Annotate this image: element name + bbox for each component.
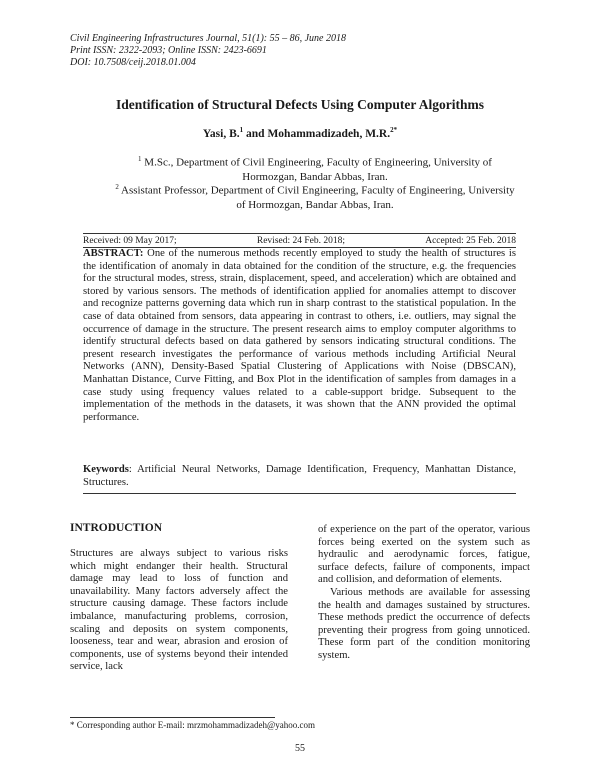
page-number: 55 [295,743,305,754]
introduction-column-2 [318,524,530,663]
footnote [70,720,315,730]
abstract-text: One of the numerous methods recently employed to study the health of structures is the identification of anomaly in data obtained for the condition of the structure, e.g. the frequencies for the structural modes, stress, strain, displacement, speed, and acceleration) which are obtained and stored by various sensors. The methods of identification applied for anomalies attempt to discover and recognize patterns governing data which run in sharp contrast to the statistical population. In the case of data obtained from sensors, data appearing in contrast to others, i.e. outliers, may signal the occurrence of damage in the structure. The present research aims to employ computer algorithms to identify structural defects based on data gathered by sensors indicating structural conditions. The present research investigates the performance of various methods including Artificial Neural Networks (ANN), Density-Based Spatial Clustering of Applications with Noise (DBSCAN), Manhattan Distance, Curve Fitting, and Box Plot in the identification of samples from damages in a case study using frequency values related to a cable-support bridge. Subsequent to the implementation of the methods in the datasets, it was shown that the ANN provided the optimal performance. [83,248,516,423]
footnote-label: * Corresponding author E-mail: [70,720,187,730]
affiliation-1-mark: 1 [138,155,142,163]
keywords [83,464,516,489]
author-1-affil-mark: 1 [239,126,244,134]
introduction-paragraph-1: Structures are always subject to various risks which might endanger their health. Structural damage may lead to loss of function and unavailability. Many factors adversely affect the structure causing damage. These factors include imbalance, manufacturing problems, corrosion, scaling and deposits on system components, looseness, tear and wear, abrasion and erosion of components, use of systems beyond their intended service, lack [70,548,288,673]
dates-row [83,236,516,246]
keywords-text: : Artificial Neural Networks, Damage Identification, Frequency, Manhattan Distance, Structures. [83,464,516,488]
affiliation-2-text: Assistant Professor, Department of Civil Engineering, Faculty of Engineering, University of Hormozgan, Bandar Abbas, Iran. [121,184,515,211]
keywords-bottom-rule [83,493,516,494]
introduction-paragraph-1-continued: of experience on the part of the operator, various forces being exerted on the system such as hydraulic and aerodynamic forces, fatigue, surface defects, failure of components, impact and collision, and deformation of elements. [318,524,530,586]
author-1: Yasi, B. [202,127,240,140]
journal-citation: Civil Engineering Infrastructures Journal, 51(1): 55 – 86, June 2018 [70,33,346,44]
footnote-rule [70,717,275,718]
received-date: Received: 09 May 2017; [83,236,177,246]
introduction-heading: INTRODUCTION [70,522,163,534]
introduction-paragraph-2: Various methods are available for assessing the health and damages sustained by structures. These methods predict the occurrence of defects preventing their progress from going unnoticed. These form part of the condition monitoring system. [318,586,530,661]
abstract [83,248,516,424]
introduction-column-1 [70,548,288,674]
revised-date: Revised: 24 Feb. 2018; [256,236,346,246]
author-2-affil-mark: 2* [390,126,398,134]
author-connector: and [243,127,268,140]
affiliation-1 [110,152,520,184]
paper-title: Identification of Structural Defects Using Computer Algorithms [116,97,484,112]
keywords-label: Keywords [83,464,129,475]
abstract-label: ABSTRACT: [83,248,144,259]
authors-line [0,126,600,140]
accepted-date: Accepted: 25 Feb. 2018 [425,236,516,246]
affiliation-2-mark: 2 [115,183,119,191]
corresponding-email: mrzmohammadizadeh@yahoo.com [186,720,315,730]
affiliation-1-text: M.Sc., Department of Civil Engineering, Faculty of Engineering, University of Hormozgan, Bandar Abbas, Iran. [144,156,492,183]
doi-line: DOI: 10.7508/ceij.2018.01.004 [70,57,196,68]
dates-top-rule [83,233,516,234]
author-2: Mohammadizadeh, M.R. [267,127,391,140]
affiliation-2 [110,180,520,212]
issn-line: Print ISSN: 2322-2093; Online ISSN: 2423-6691 [70,45,267,56]
